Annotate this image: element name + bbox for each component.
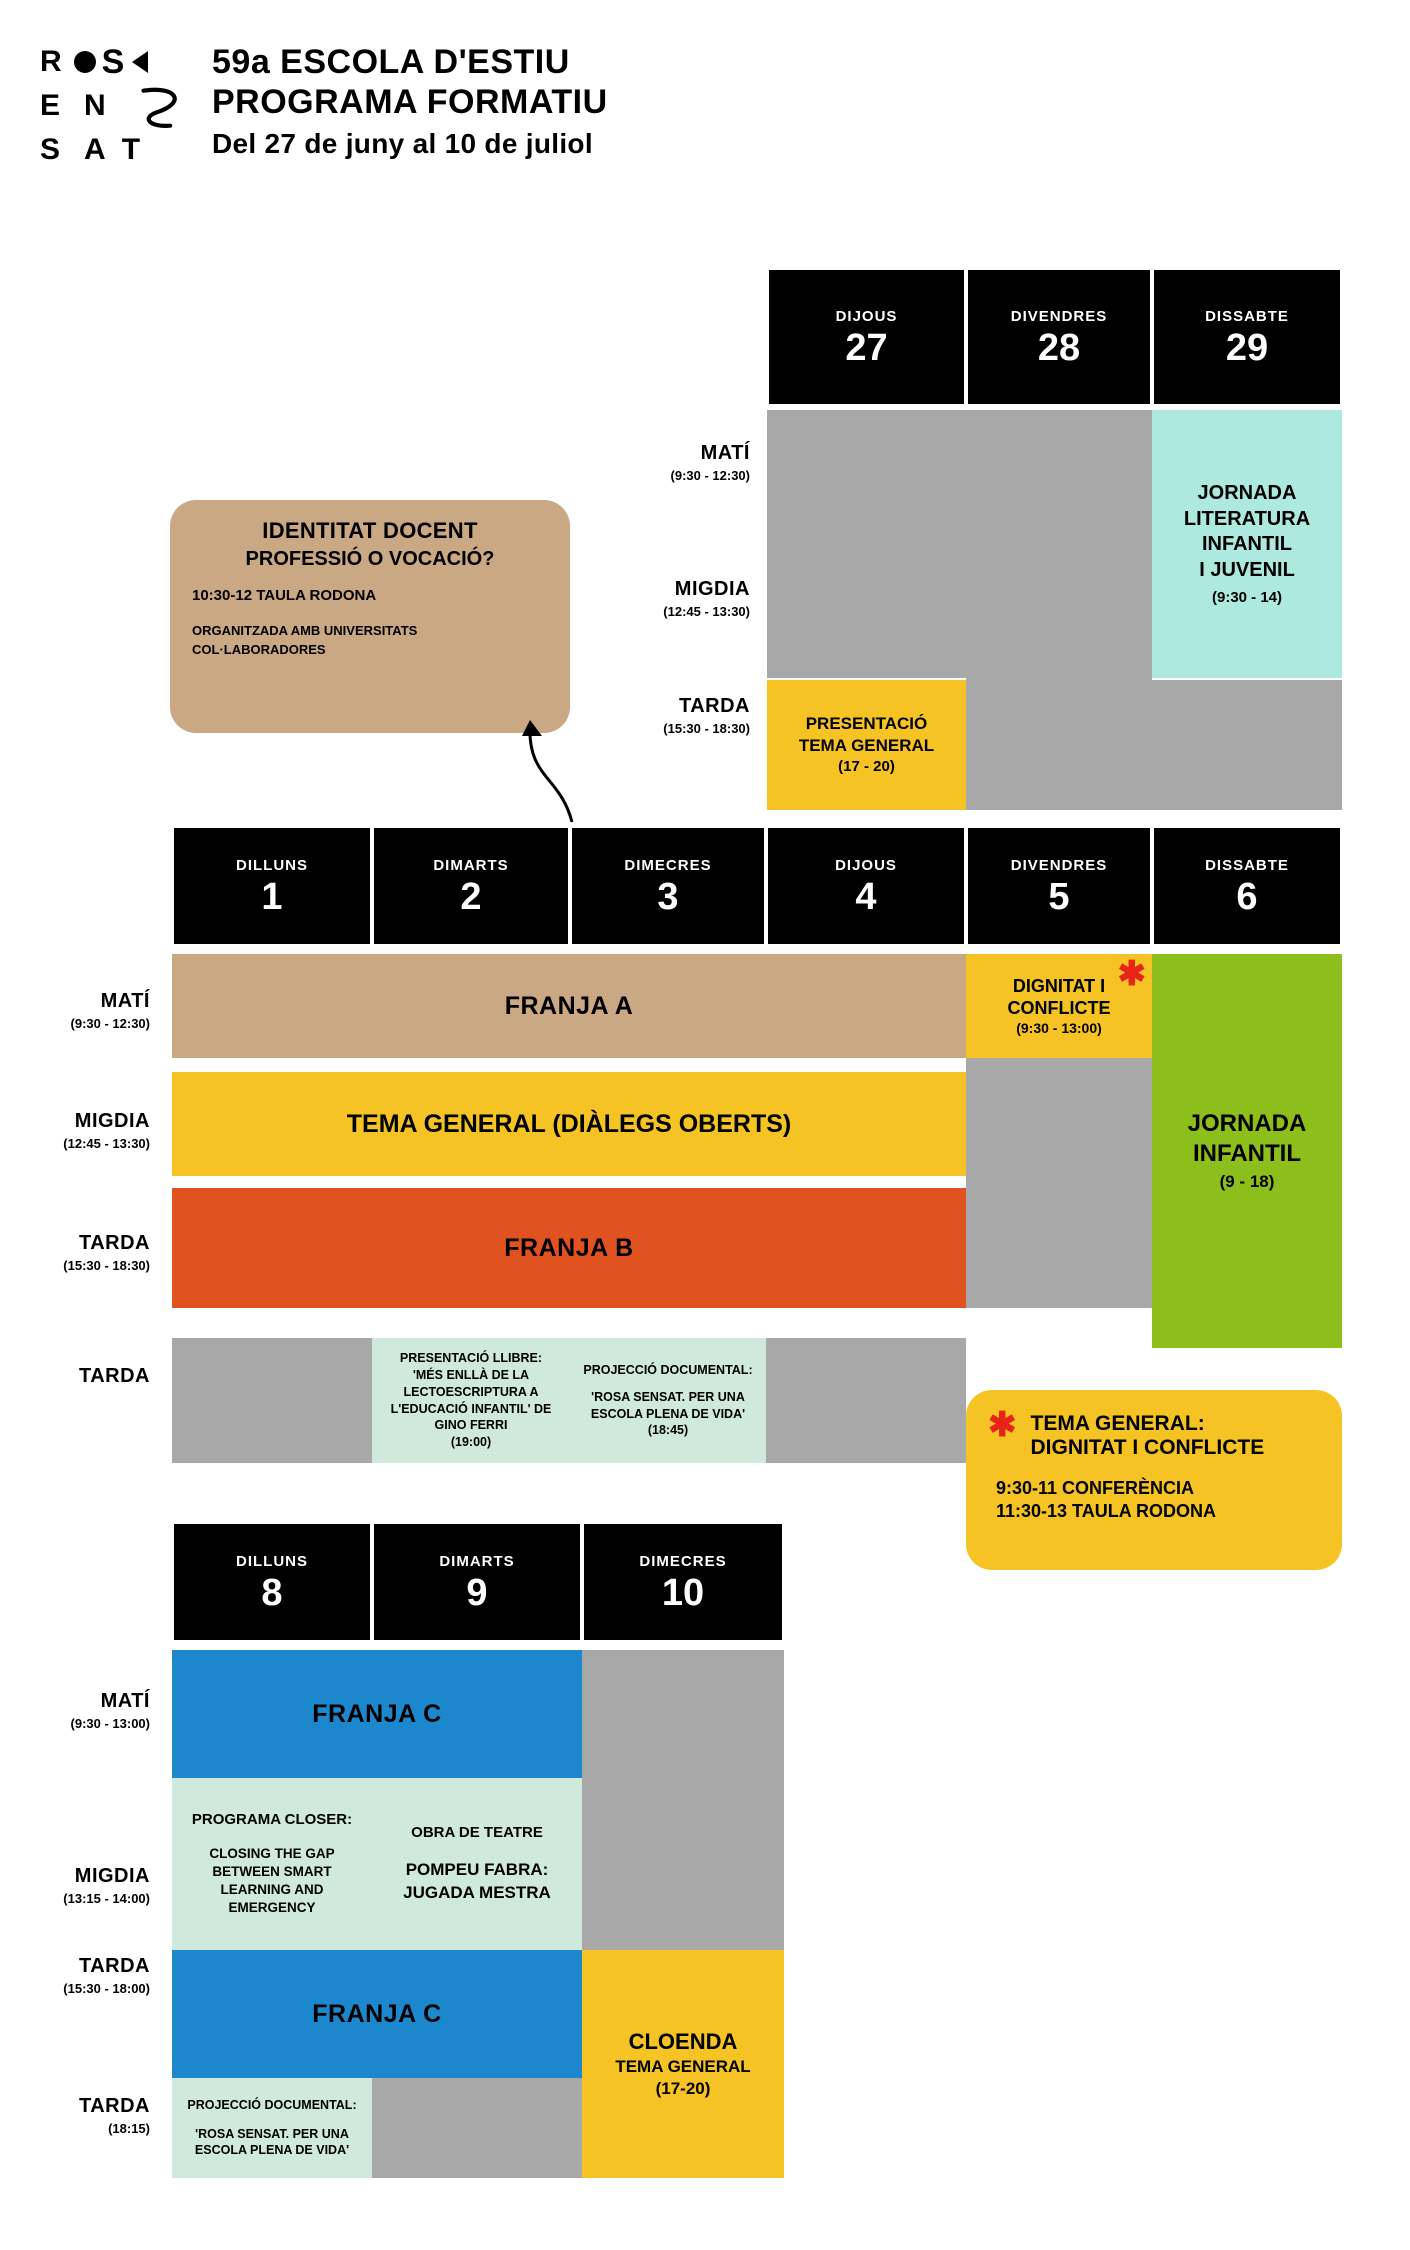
- week3-rowlabel-tarda: [0, 1955, 150, 1996]
- cloenda-time: (17-20): [655, 2079, 711, 2099]
- week1-day-header-28: [966, 268, 1152, 406]
- row-label: TARDA: [678, 695, 750, 717]
- week3-rowlabel-tarda-2: [0, 2095, 150, 2136]
- week3-franja-c-afternoon: [172, 1950, 582, 2078]
- title-line-2: PROGRAMA FORMATIU: [212, 83, 608, 122]
- row-time: (15:30 - 18:00): [63, 1981, 150, 1996]
- row-label: MATÍ: [100, 1690, 150, 1712]
- logo-letter-s: S: [101, 42, 131, 81]
- week3-cell-10-morning: [582, 1650, 784, 1950]
- jornada-infantil-line-1: JORNADA: [1187, 1110, 1307, 1138]
- row-label: MATÍ: [100, 990, 150, 1012]
- franja-c-afternoon-label: FRANJA C: [312, 1999, 442, 2028]
- day-of-week: DIVENDRES: [1010, 856, 1108, 874]
- week1-day-header-27: [767, 268, 966, 406]
- callout-tema-title: TEMA GENERAL:: [1030, 1412, 1205, 1435]
- day-number: 9: [466, 1571, 488, 1614]
- week2-rowlabel-tarda: [0, 1232, 150, 1273]
- presentacio-line-2: TEMA GENERAL: [798, 736, 935, 756]
- rosa-sensat-logo: [40, 40, 200, 180]
- callout-tema-line-3: 9:30-11 CONFERÈNCIA: [996, 1478, 1195, 1498]
- cloenda-text: [615, 2028, 750, 2101]
- day-of-week: DIMARTS: [439, 1552, 515, 1570]
- asterisk-icon: ✱: [988, 1406, 1017, 1444]
- day-number: 3: [657, 875, 679, 918]
- cloenda-line-2: TEMA GENERAL: [615, 2057, 751, 2077]
- week2-cell-5-rest: [966, 1058, 1152, 1308]
- week2-rowlabel-mati: [0, 990, 150, 1031]
- day-of-week: DISSABTE: [1205, 307, 1289, 325]
- callout-tema-line-4: 11:30-13 TAULA RODONA: [996, 1501, 1217, 1521]
- week2-day-header-6: [1152, 826, 1342, 946]
- week1-day-header-29: [1152, 268, 1342, 406]
- row-label: TARDA: [78, 1232, 150, 1254]
- logo-dot-icon: [74, 51, 96, 73]
- week1-cell-28-fullday: [966, 410, 1152, 810]
- franja-b-label: FRANJA B: [504, 1233, 634, 1262]
- week3-rowlabel-migdia: [0, 1865, 150, 1906]
- row-time: (12:45 - 13:30): [63, 1136, 150, 1151]
- week3-rowlabel-mati: [0, 1690, 150, 1731]
- day-number: 27: [845, 326, 888, 369]
- tema-general-label: TEMA GENERAL (DIÀLEGS OBERTS): [346, 1109, 792, 1138]
- jornada-infantil-text: [1188, 1109, 1307, 1192]
- jornada-literatura-text: [1184, 481, 1310, 607]
- programa-closer-text: [172, 1800, 372, 1927]
- week1-cell-29-afternoon: [1152, 680, 1342, 810]
- day-number: 8: [261, 1571, 283, 1614]
- week2-evening-cell-4: [766, 1338, 966, 1463]
- projeccio-body: 'ROSA SENSAT. PER UNA ESCOLA PLENA DE VIDA': [590, 1389, 746, 1421]
- row-label: TARDA: [78, 2095, 150, 2117]
- week3-obra-teatre: [372, 1778, 582, 1950]
- day-number: 1: [261, 875, 283, 918]
- week2-day-header-1: [172, 826, 372, 946]
- obra-teatre-line-2: JUGADA MESTRA: [403, 1883, 551, 1903]
- title-line-1: 59a ESCOLA D'ESTIU: [212, 43, 570, 81]
- obra-teatre-title: OBRA DE TEATRE: [411, 1823, 543, 1841]
- dignitat-line-1: DIGNITAT I: [1012, 975, 1106, 996]
- logo-row-1: [40, 40, 200, 84]
- callout-tema-general: [966, 1390, 1342, 1570]
- week1-jornada-literatura: [1152, 410, 1342, 678]
- logo-row-3: [40, 128, 200, 172]
- week2-rowlabel-migdia: [0, 1110, 150, 1151]
- week3-projeccio-body: 'ROSA SENSAT. PER UNA ESCOLA PLENA DE VIDA': [194, 2126, 350, 2158]
- logo-letter-a: A: [84, 133, 112, 166]
- week3-projeccio-text: [172, 2089, 372, 2168]
- jornada-infantil-line-2: INFANTIL: [1193, 1140, 1301, 1168]
- dignitat-time: (9:30 - 13:00): [1016, 1019, 1102, 1036]
- week2-tema-general: [172, 1072, 966, 1176]
- week3-evening-cell-9: [372, 2078, 582, 2178]
- week3-franja-c-morning: [172, 1650, 582, 1778]
- day-number: 28: [1037, 326, 1081, 369]
- projeccio-time: (18:45): [647, 1423, 689, 1438]
- dignitat-line-2: CONFLICTE: [1007, 998, 1111, 1019]
- title-line-3: Del 27 de juny al 10 de juliol: [212, 128, 593, 160]
- callout-title: IDENTITAT DOCENT: [262, 518, 478, 543]
- asterisk-icon: ✱: [1117, 954, 1146, 993]
- row-time: (9:30 - 13:00): [70, 1716, 150, 1731]
- week2-evening-projeccio-documental: [570, 1338, 766, 1463]
- row-time: (13:15 - 14:00): [63, 1891, 150, 1906]
- programa-closer-title: PROGRAMA CLOSER:: [191, 1811, 353, 1829]
- jornada-line-4: I JUVENIL: [1199, 559, 1295, 581]
- day-of-week: DILLUNS: [236, 856, 308, 874]
- day-of-week: DIVENDRES: [1010, 307, 1108, 325]
- week3-projeccio-documental: [172, 2078, 372, 2178]
- week2-rowlabel-tarda-2: [0, 1365, 150, 1391]
- week2-day-header-2: [372, 826, 570, 946]
- day-of-week: DILLUNS: [236, 1552, 308, 1570]
- obra-teatre-text: [395, 1813, 559, 1915]
- presentacio-llibre-time: (19:00): [450, 1435, 492, 1450]
- projeccio-title: PROJECCIÓ DOCUMENTAL:: [583, 1362, 753, 1377]
- row-label: TARDA: [78, 1955, 150, 1977]
- week3-programa-closer: [172, 1778, 372, 1950]
- jornada-time: (9:30 - 14): [1211, 588, 1283, 606]
- day-number: 10: [661, 1571, 705, 1614]
- callout-schedule: 10:30-12 TAULA RODONA: [192, 587, 377, 604]
- week3-day-header-9: [372, 1522, 582, 1642]
- day-of-week: DISSABTE: [1205, 856, 1289, 874]
- row-label: MIGDIA: [74, 1110, 150, 1132]
- week3-day-header-10: [582, 1522, 784, 1642]
- dignitat-text: [966, 954, 1152, 1038]
- callout-note: ORGANITZADA AMB UNIVERSITATS COL·LABORADORES: [192, 623, 418, 657]
- logo-swoosh-icon: [136, 84, 196, 134]
- row-label: MATÍ: [700, 442, 750, 464]
- logo-arrow-icon: [132, 51, 148, 73]
- row-time: (9:30 - 12:30): [70, 1016, 150, 1031]
- row-label: TARDA: [78, 1365, 150, 1387]
- week1-presentacio-tema-general: [767, 680, 966, 810]
- day-of-week: DIMARTS: [433, 856, 509, 874]
- day-number: 29: [1225, 326, 1269, 369]
- cloenda-line-1: CLOENDA: [628, 2028, 738, 2054]
- jornada-infantil-time: (9 - 18): [1219, 1172, 1275, 1192]
- projeccio-text: [570, 1356, 766, 1446]
- week2-day-header-4: [766, 826, 966, 946]
- presentacio-time: (17 - 20): [838, 758, 895, 776]
- programa-closer-body: CLOSING THE GAP BETWEEN SMART LEARNING AND EMERGENCY: [209, 1845, 335, 1916]
- day-of-week: DIJOUS: [835, 307, 898, 325]
- presentacio-llibre-text: [372, 1344, 570, 1457]
- week2-evening-cell-1: [172, 1338, 372, 1463]
- week3-projeccio-title: PROJECCIÓ DOCUMENTAL:: [187, 2097, 357, 2112]
- jornada-line-3: INFANTIL: [1202, 533, 1292, 556]
- row-time: (12:45 - 13:30): [663, 604, 750, 619]
- callout-tema-subtitle: DIGNITAT I CONFLICTE: [1030, 1436, 1265, 1459]
- callout-subtitle: PROFESSIÓ O VOCACIÓ?: [245, 548, 495, 570]
- logo-letter-e: E: [40, 89, 67, 122]
- logo-letter-t: T: [121, 133, 147, 166]
- row-time: (15:30 - 18:30): [63, 1258, 150, 1273]
- week2-day-header-5: [966, 826, 1152, 946]
- row-label: MIGDIA: [674, 578, 750, 600]
- day-of-week: DIJOUS: [835, 856, 897, 874]
- jornada-line-1: JORNADA: [1197, 482, 1297, 505]
- callout-arrow-icon: [520, 718, 600, 838]
- poster-title: [212, 42, 608, 161]
- day-of-week: DIMECRES: [639, 1552, 727, 1570]
- logo-letter-r: R: [40, 45, 68, 78]
- day-number: 4: [855, 875, 877, 918]
- week2-dignitat-conflicte: [966, 954, 1152, 1058]
- presentacio-llibre-title: PRESENTACIÓ LLIBRE:: [399, 1350, 543, 1365]
- logo-letter-n: N: [84, 89, 112, 122]
- logo-letter-s2: S: [40, 133, 67, 166]
- presentacio-text: [799, 713, 934, 777]
- day-number: 6: [1236, 875, 1258, 918]
- presentacio-llibre-body: 'MÉS ENLLÀ DE LA LECTOESCRIPTURA A L'EDUCACIÓ INFANTIL' DE GINO FERRI: [390, 1367, 552, 1433]
- row-time: (15:30 - 18:30): [663, 721, 750, 736]
- row-label: MIGDIA: [74, 1865, 150, 1887]
- week2-day-header-3: [570, 826, 766, 946]
- presentacio-line-1: PRESENTACIÓ: [805, 714, 928, 734]
- week2-jornada-infantil: [1152, 954, 1342, 1348]
- day-of-week: DIMECRES: [624, 856, 712, 874]
- day-number: 2: [460, 875, 482, 918]
- week2-franja-b: [172, 1188, 966, 1308]
- week2-franja-a: [172, 954, 966, 1058]
- week1-cell-27-morning: [767, 410, 966, 678]
- week2-evening-presentacio-llibre: [372, 1338, 570, 1463]
- callout-identitat-docent: [170, 500, 570, 733]
- row-time: (18:15): [108, 2121, 150, 2136]
- week3-cloenda: [582, 1950, 784, 2178]
- week3-day-header-8: [172, 1522, 372, 1642]
- franja-a-label: FRANJA A: [504, 991, 634, 1020]
- row-time: (9:30 - 12:30): [670, 468, 750, 483]
- franja-c-morning-label: FRANJA C: [312, 1699, 442, 1728]
- obra-teatre-line-1: POMPEU FABRA:: [405, 1860, 549, 1880]
- week1-rowlabel-mati: [520, 442, 750, 483]
- day-number: 5: [1048, 875, 1070, 918]
- jornada-line-2: LITERATURA: [1183, 507, 1311, 530]
